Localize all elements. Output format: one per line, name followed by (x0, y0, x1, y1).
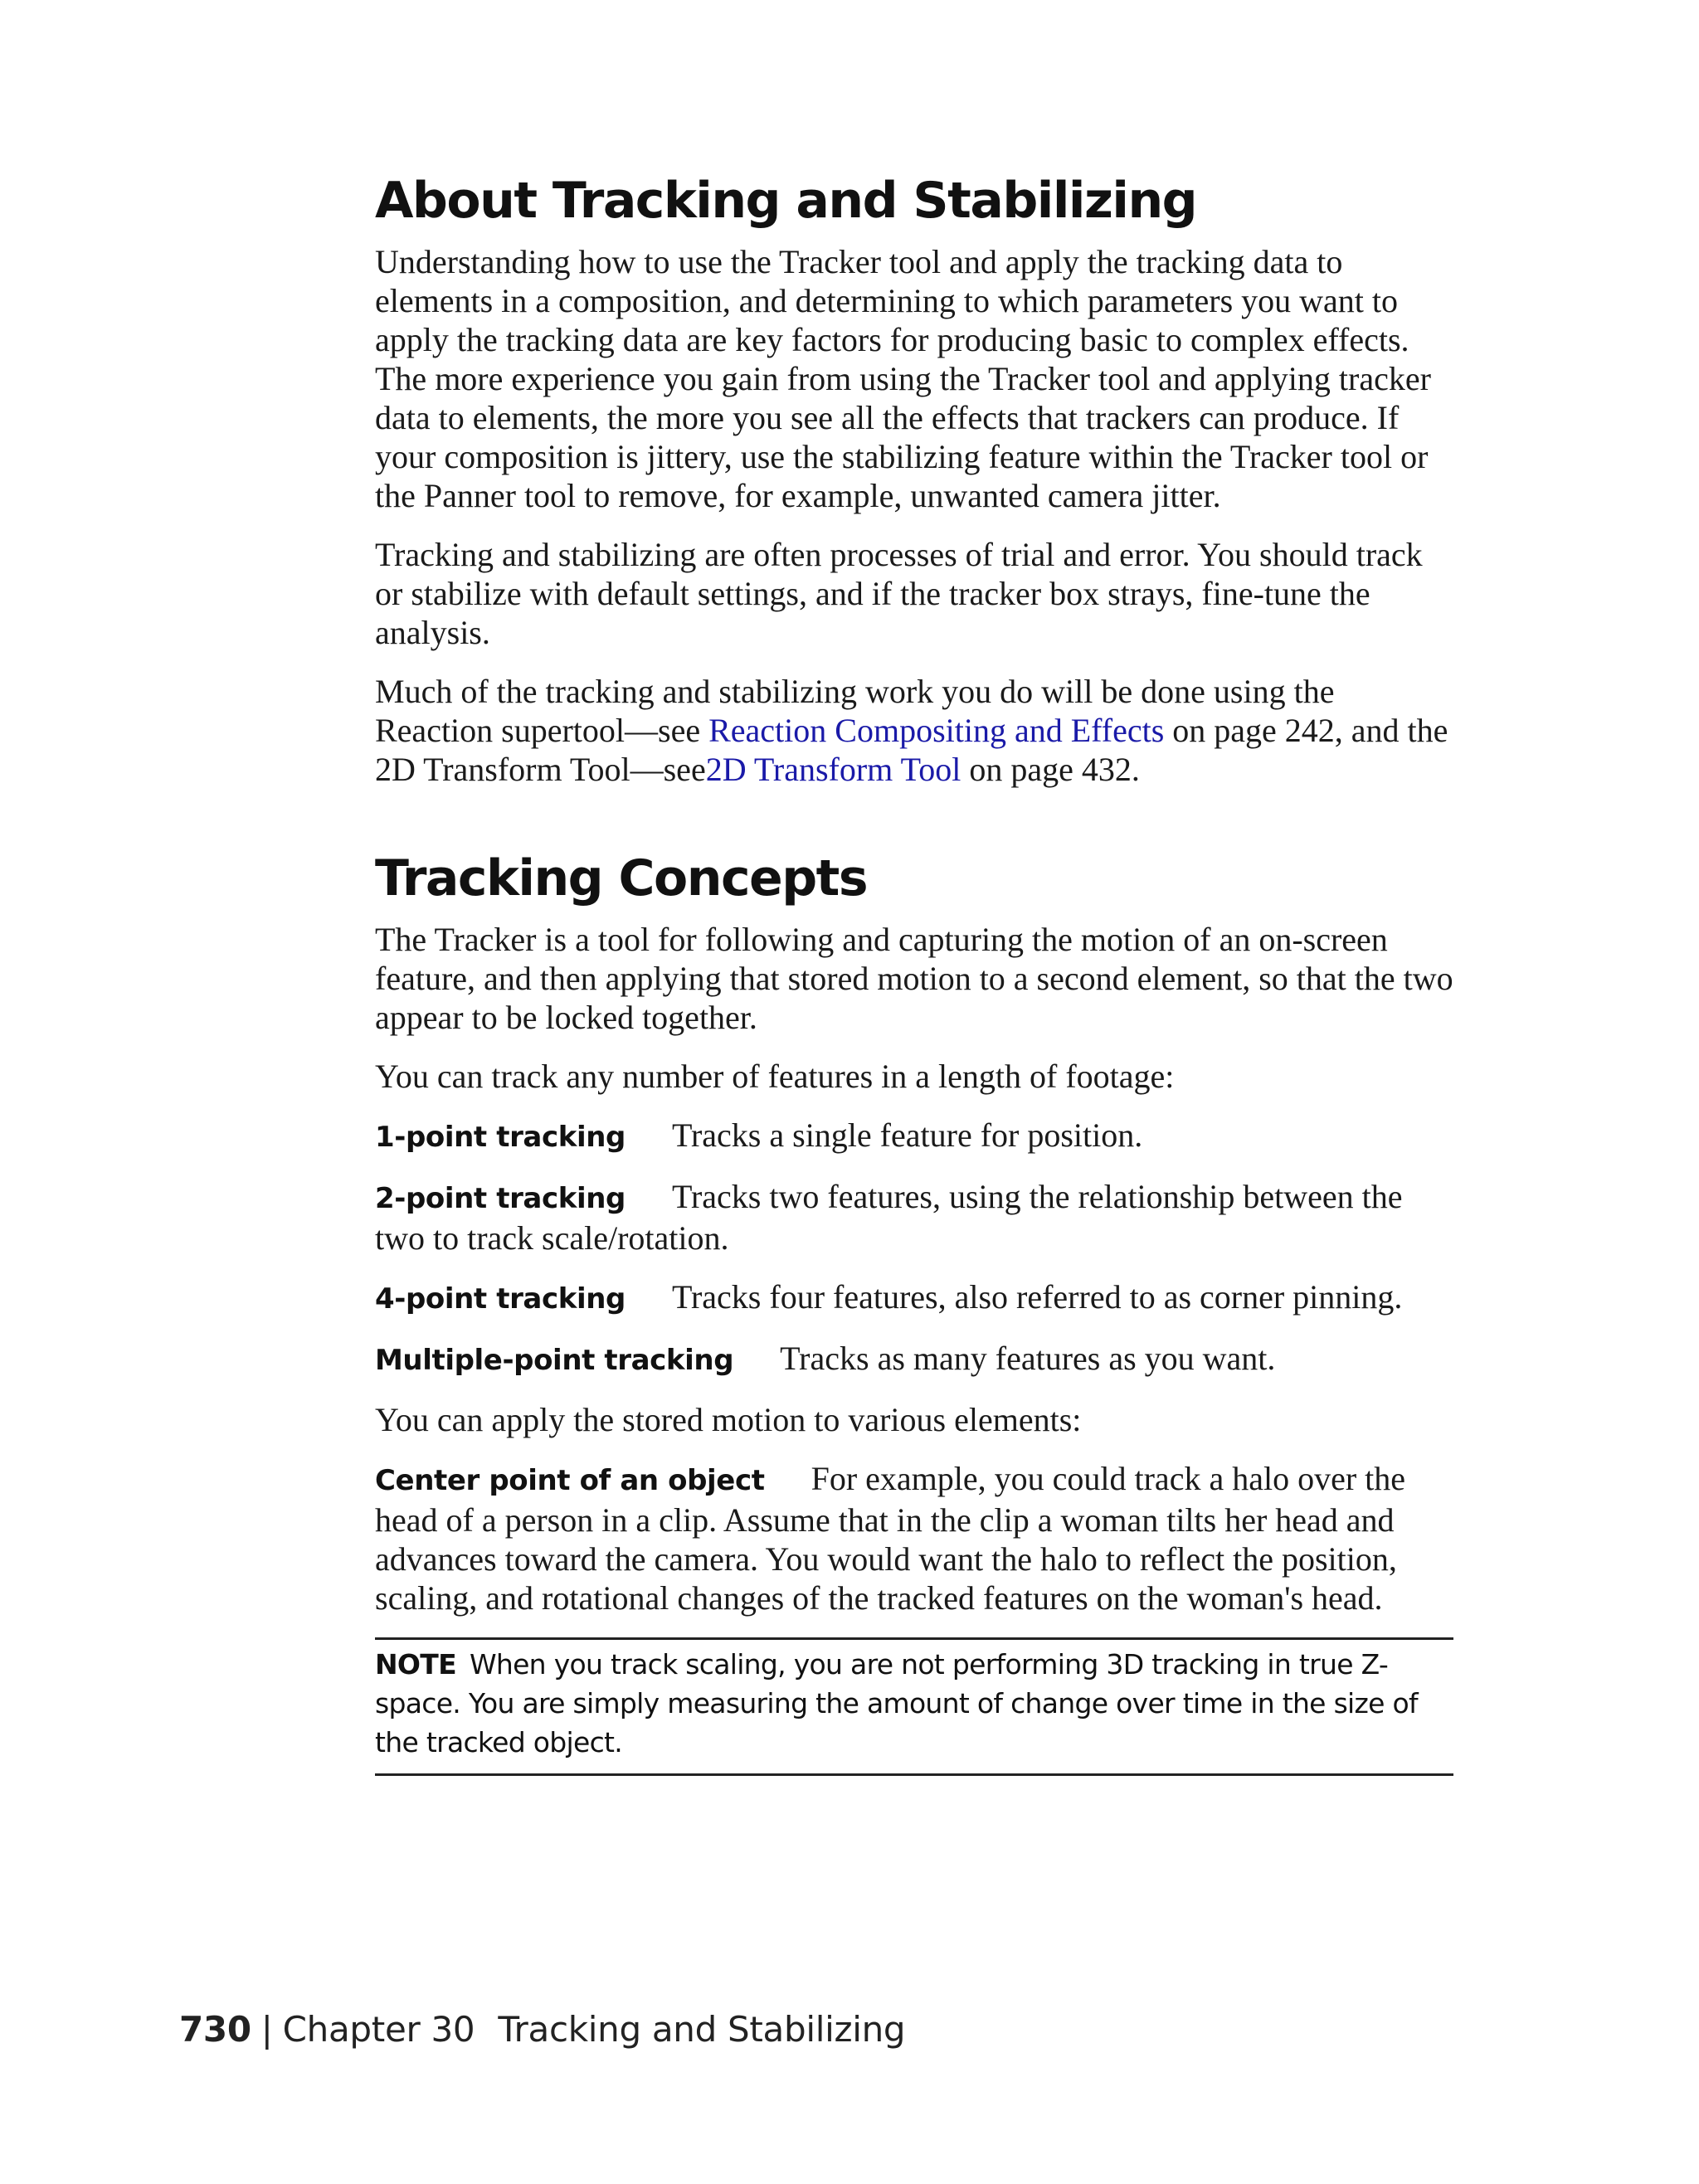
link-2d-transform-tool[interactable]: 2D Transform Tool (705, 751, 961, 788)
link-reaction-compositing[interactable]: Reaction Compositing and Effects (708, 712, 1165, 749)
page-content (375, 171, 1453, 1776)
paragraph: You can track any number of features in a length of footage: (375, 1058, 1175, 1095)
definition-item (375, 1277, 1453, 1319)
definition-term: Multiple-point tracking (375, 1344, 734, 1377)
definition-item (375, 1177, 1453, 1257)
definition-desc: For example, you could track a halo over the head of a person in a clip. Assume that in the clip a woman tilts her head and advances toward the camera. You would want the halo to reflect the position, scaling, and rotational changes of the tracked features on the woman's head. (375, 1460, 1406, 1617)
paragraph-text: on page 242, and the 2D Transform Tool—see (375, 712, 1448, 788)
paragraph-with-links (375, 672, 1453, 789)
definition-item (375, 1116, 1453, 1157)
paragraph: Understanding how to use the Tracker tool and apply the tracking data to elements in a composition, and determining to which parameters you want to apply the tracking data are key factors for producing basic to complex effects. The more experience you gain from using the Tracker tool and applying tracker data to elements, the more you see all the effects that trackers can produce. If your composition is jittery, use the stabilizing feature within the Tracker tool or the Panner tool to remove, for example, unwanted camera jitter. (375, 243, 1431, 514)
definition-term: 2-point tracking (375, 1182, 626, 1215)
note-label: NOTE (375, 1648, 456, 1681)
definition-item (375, 1339, 1453, 1380)
footer-separator: | (260, 2009, 273, 2050)
definition-term: 4-point tracking (375, 1282, 626, 1316)
definition-desc: Tracks a single feature for position. (671, 1116, 1143, 1154)
definition-desc: Tracks four features, also referred to as corner pinning. (671, 1278, 1403, 1316)
note-text: When you track scaling, you are not performing 3D tracking in true Z-space. You are simply measuring the amount of change over time in the size of the tracked object. (375, 1648, 1418, 1758)
definition-desc: Tracks two features, using the relationship between the two to track scale/rotation. (375, 1178, 1403, 1257)
definition-desc: Tracks as many features as you want. (780, 1340, 1276, 1377)
definition-item (375, 1459, 1453, 1617)
page-number: 730 (179, 2009, 251, 2050)
definition-term: 1-point tracking (375, 1121, 626, 1154)
note-box (375, 1637, 1453, 1776)
section-heading: Tracking Concepts (375, 849, 868, 907)
paragraph: You can apply the stored motion to various elements: (375, 1401, 1082, 1438)
definition-term: Center point of an object (375, 1464, 765, 1497)
chapter-title: Tracking and Stabilizing (498, 2009, 906, 2050)
paragraph-text: on page 432. (961, 751, 1140, 788)
paragraph: The Tracker is a tool for following and capturing the motion of an on-screen feature, and then applying that stored motion to a second element, so that the two appear to be locked together. (375, 921, 1453, 1036)
chapter-label: Chapter 30 (282, 2009, 475, 2050)
paragraph-text: Much of the tracking and stabilizing work you do will be done using the Reaction supertool—see (375, 673, 1335, 749)
page-footer (179, 2009, 905, 2050)
section-heading: About Tracking and Stabilizing (375, 172, 1197, 230)
paragraph: Tracking and stabilizing are often processes of trial and error. You should track or stabilize with default settings, and if the tracker box strays, fine-tune the analysis. (375, 536, 1423, 651)
